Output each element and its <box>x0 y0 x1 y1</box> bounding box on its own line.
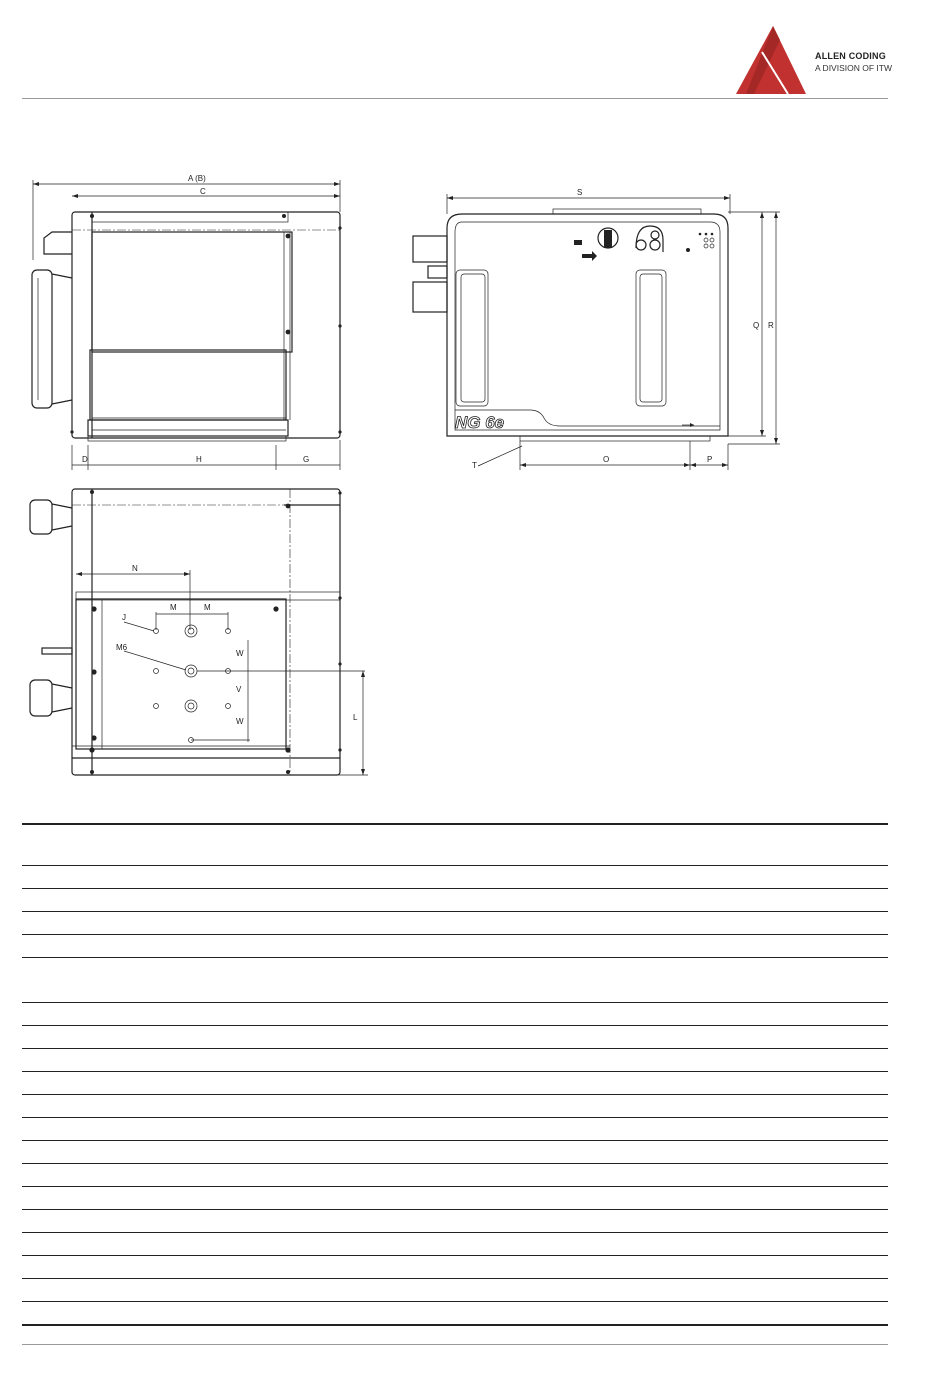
table-row <box>22 1302 888 1326</box>
dim-j: J <box>122 613 126 622</box>
dim-c: C <box>200 187 206 196</box>
brand-name: ALLEN CODING <box>815 51 886 61</box>
dim-l: L <box>353 713 358 722</box>
dim-s: S <box>577 188 583 197</box>
spec-table <box>22 823 888 1326</box>
dim-n: N <box>132 564 138 573</box>
dim-q: Q <box>753 321 760 330</box>
table-row <box>22 866 888 889</box>
bottom-view <box>30 489 368 775</box>
dim-p: P <box>707 455 713 464</box>
table-row <box>22 1279 888 1302</box>
dim-m6: M6 <box>116 643 128 652</box>
dim-v: V <box>236 685 242 694</box>
dim-w1: W <box>236 649 244 658</box>
table-row <box>22 1141 888 1164</box>
table-row <box>22 1187 888 1210</box>
dim-a-b: A (B) <box>188 174 206 183</box>
side-view <box>32 174 342 470</box>
table-row <box>22 1233 888 1256</box>
table-row <box>22 1026 888 1049</box>
dim-o: O <box>603 455 610 464</box>
front-view <box>413 188 780 470</box>
model-label: NG 6e <box>455 413 505 432</box>
dim-g: G <box>303 455 310 464</box>
table-row <box>22 958 888 1003</box>
table-row <box>22 1003 888 1026</box>
table-row <box>22 1095 888 1118</box>
brand-division: A DIVISION OF ITW <box>815 63 892 73</box>
dim-w2: W <box>236 717 244 726</box>
table-row <box>22 1072 888 1095</box>
dim-t: T <box>472 461 477 470</box>
dim-m1: M <box>170 603 177 612</box>
footer-divider <box>22 1344 888 1345</box>
table-row <box>22 1210 888 1233</box>
dim-r: R <box>768 321 774 330</box>
dim-m2: M <box>204 603 211 612</box>
table-row <box>22 889 888 912</box>
table-row <box>22 912 888 935</box>
table-header-row <box>22 824 888 866</box>
table-row <box>22 1118 888 1141</box>
table-row <box>22 935 888 958</box>
table-row <box>22 1049 888 1072</box>
table-row <box>22 1256 888 1279</box>
dim-d: D <box>82 455 88 464</box>
dim-h: H <box>196 455 202 464</box>
table-row <box>22 1164 888 1187</box>
